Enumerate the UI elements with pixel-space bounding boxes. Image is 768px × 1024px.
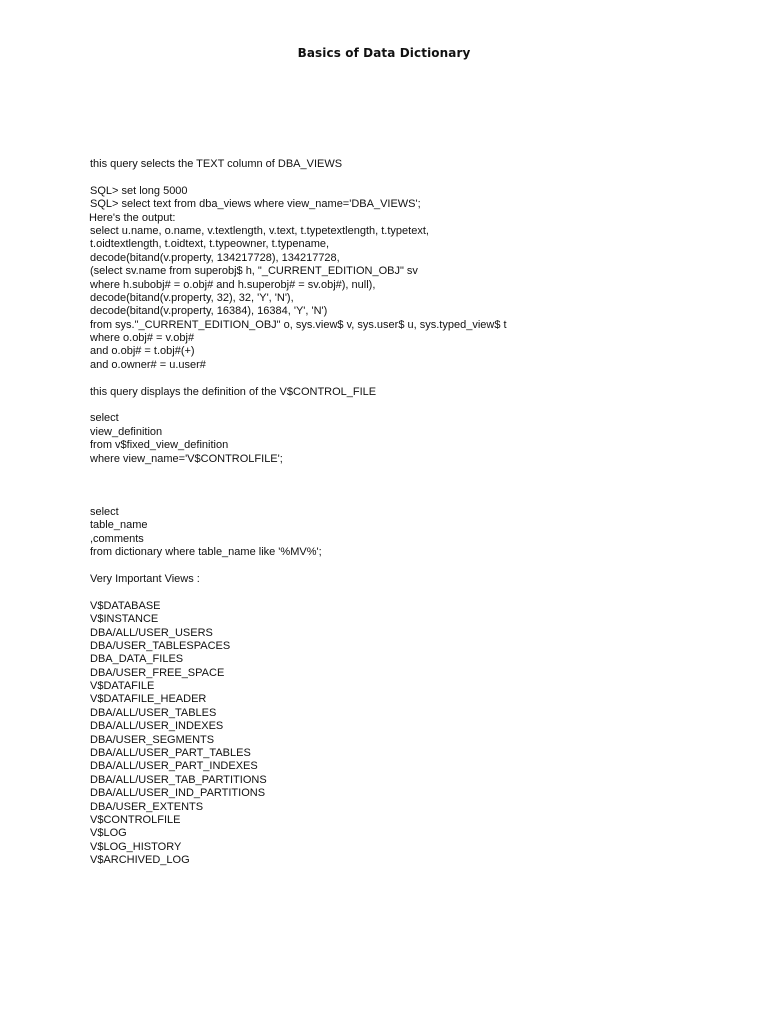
page-title: Basics of Data Dictionary bbox=[297, 46, 471, 60]
code-line: view_definition bbox=[90, 425, 163, 438]
list-item: V$DATABASE bbox=[90, 599, 161, 612]
code-block-dictionary bbox=[90, 506, 730, 560]
code-line: table_name bbox=[90, 519, 148, 532]
section-intro-control-file: this query displays the definition of the V$CONTROL_FILE bbox=[90, 385, 377, 398]
code-block-control-file bbox=[90, 412, 730, 466]
section-intro-dba-views: this query selects the TEXT column of DBA_VIEWS bbox=[90, 158, 343, 170]
list-item: DBA/USER_FREE_SPACE bbox=[90, 666, 225, 679]
list-item: V$CONTROLFILE bbox=[90, 813, 181, 826]
code-line: from v$fixed_view_definition bbox=[90, 439, 229, 452]
code-block-dba-views bbox=[90, 185, 730, 372]
code-line: decode(bitand(v.property, 134217728), 134217728, bbox=[90, 251, 340, 264]
code-line: from sys."_CURRENT_EDITION_OBJ" o, sys.view$ v, sys.user$ u, sys.typed_view$ t bbox=[90, 318, 507, 331]
code-line: t.oidtextlength, t.oidtext, t.typeowner, t.typename, bbox=[90, 238, 330, 251]
code-line: (select sv.name from superobj$ h, "_CURRENT_EDITION_OBJ" sv bbox=[90, 265, 418, 278]
list-item: DBA/ALL/USER_PART_INDEXES bbox=[90, 760, 258, 773]
code-line: decode(bitand(v.property, 16384), 16384, 'Y', 'N') bbox=[90, 305, 328, 318]
list-item: DBA/USER_TABLESPACES bbox=[90, 639, 231, 652]
list-item: V$DATAFILE bbox=[90, 680, 155, 693]
list-item: V$LOG_HISTORY bbox=[90, 840, 182, 853]
important-views-list bbox=[90, 600, 730, 868]
list-item: DBA/USER_SEGMENTS bbox=[90, 733, 215, 746]
code-line: select bbox=[90, 412, 119, 425]
code-line: select bbox=[90, 505, 119, 518]
code-line: where view_name='V$CONTROLFILE'; bbox=[90, 452, 283, 465]
list-item: DBA/ALL/USER_INDEXES bbox=[90, 720, 224, 733]
code-line: Here's the output: bbox=[89, 211, 176, 224]
code-line: from dictionary where table_name like '%MV%'; bbox=[90, 546, 322, 559]
views-heading: Very Important Views : bbox=[90, 572, 200, 585]
code-line: where o.obj# = v.obj# bbox=[90, 332, 195, 345]
document-body bbox=[90, 158, 730, 868]
code-line: SQL> set long 5000 bbox=[90, 184, 188, 197]
list-item: DBA/ALL/USER_USERS bbox=[90, 626, 213, 639]
list-item: DBA_DATA_FILES bbox=[90, 653, 184, 666]
code-line: ,comments bbox=[90, 532, 144, 545]
list-item: V$INSTANCE bbox=[90, 613, 159, 626]
list-item: DBA/USER_EXTENTS bbox=[90, 800, 204, 813]
spacer bbox=[90, 466, 730, 506]
spacer bbox=[90, 586, 730, 599]
list-item: V$DATAFILE_HEADER bbox=[90, 693, 207, 706]
code-line: SQL> select text from dba_views where view_name='DBA_VIEWS'; bbox=[90, 198, 421, 211]
code-line: where h.subobj# = o.obj# and h.superobj# = sv.obj#), null), bbox=[90, 278, 376, 291]
code-line: and o.obj# = t.obj#(+) bbox=[90, 345, 195, 358]
code-line: decode(bitand(v.property, 32), 32, 'Y', 'N'), bbox=[90, 291, 294, 304]
spacer bbox=[90, 399, 730, 412]
spacer bbox=[90, 171, 730, 184]
list-item: DBA/ALL/USER_IND_PARTITIONS bbox=[90, 787, 266, 800]
list-item: DBA/ALL/USER_TAB_PARTITIONS bbox=[90, 773, 267, 786]
list-item: DBA/ALL/USER_PART_TABLES bbox=[90, 747, 251, 760]
code-line: and o.owner# = u.user# bbox=[90, 358, 206, 371]
list-item: V$ARCHIVED_LOG bbox=[90, 854, 190, 867]
spacer bbox=[90, 372, 730, 385]
spacer bbox=[90, 560, 730, 573]
list-item: DBA/ALL/USER_TABLES bbox=[90, 706, 217, 719]
code-line: select u.name, o.name, v.textlength, v.text, t.typetextlength, t.typetext, bbox=[90, 224, 429, 237]
list-item: V$LOG bbox=[90, 827, 127, 840]
